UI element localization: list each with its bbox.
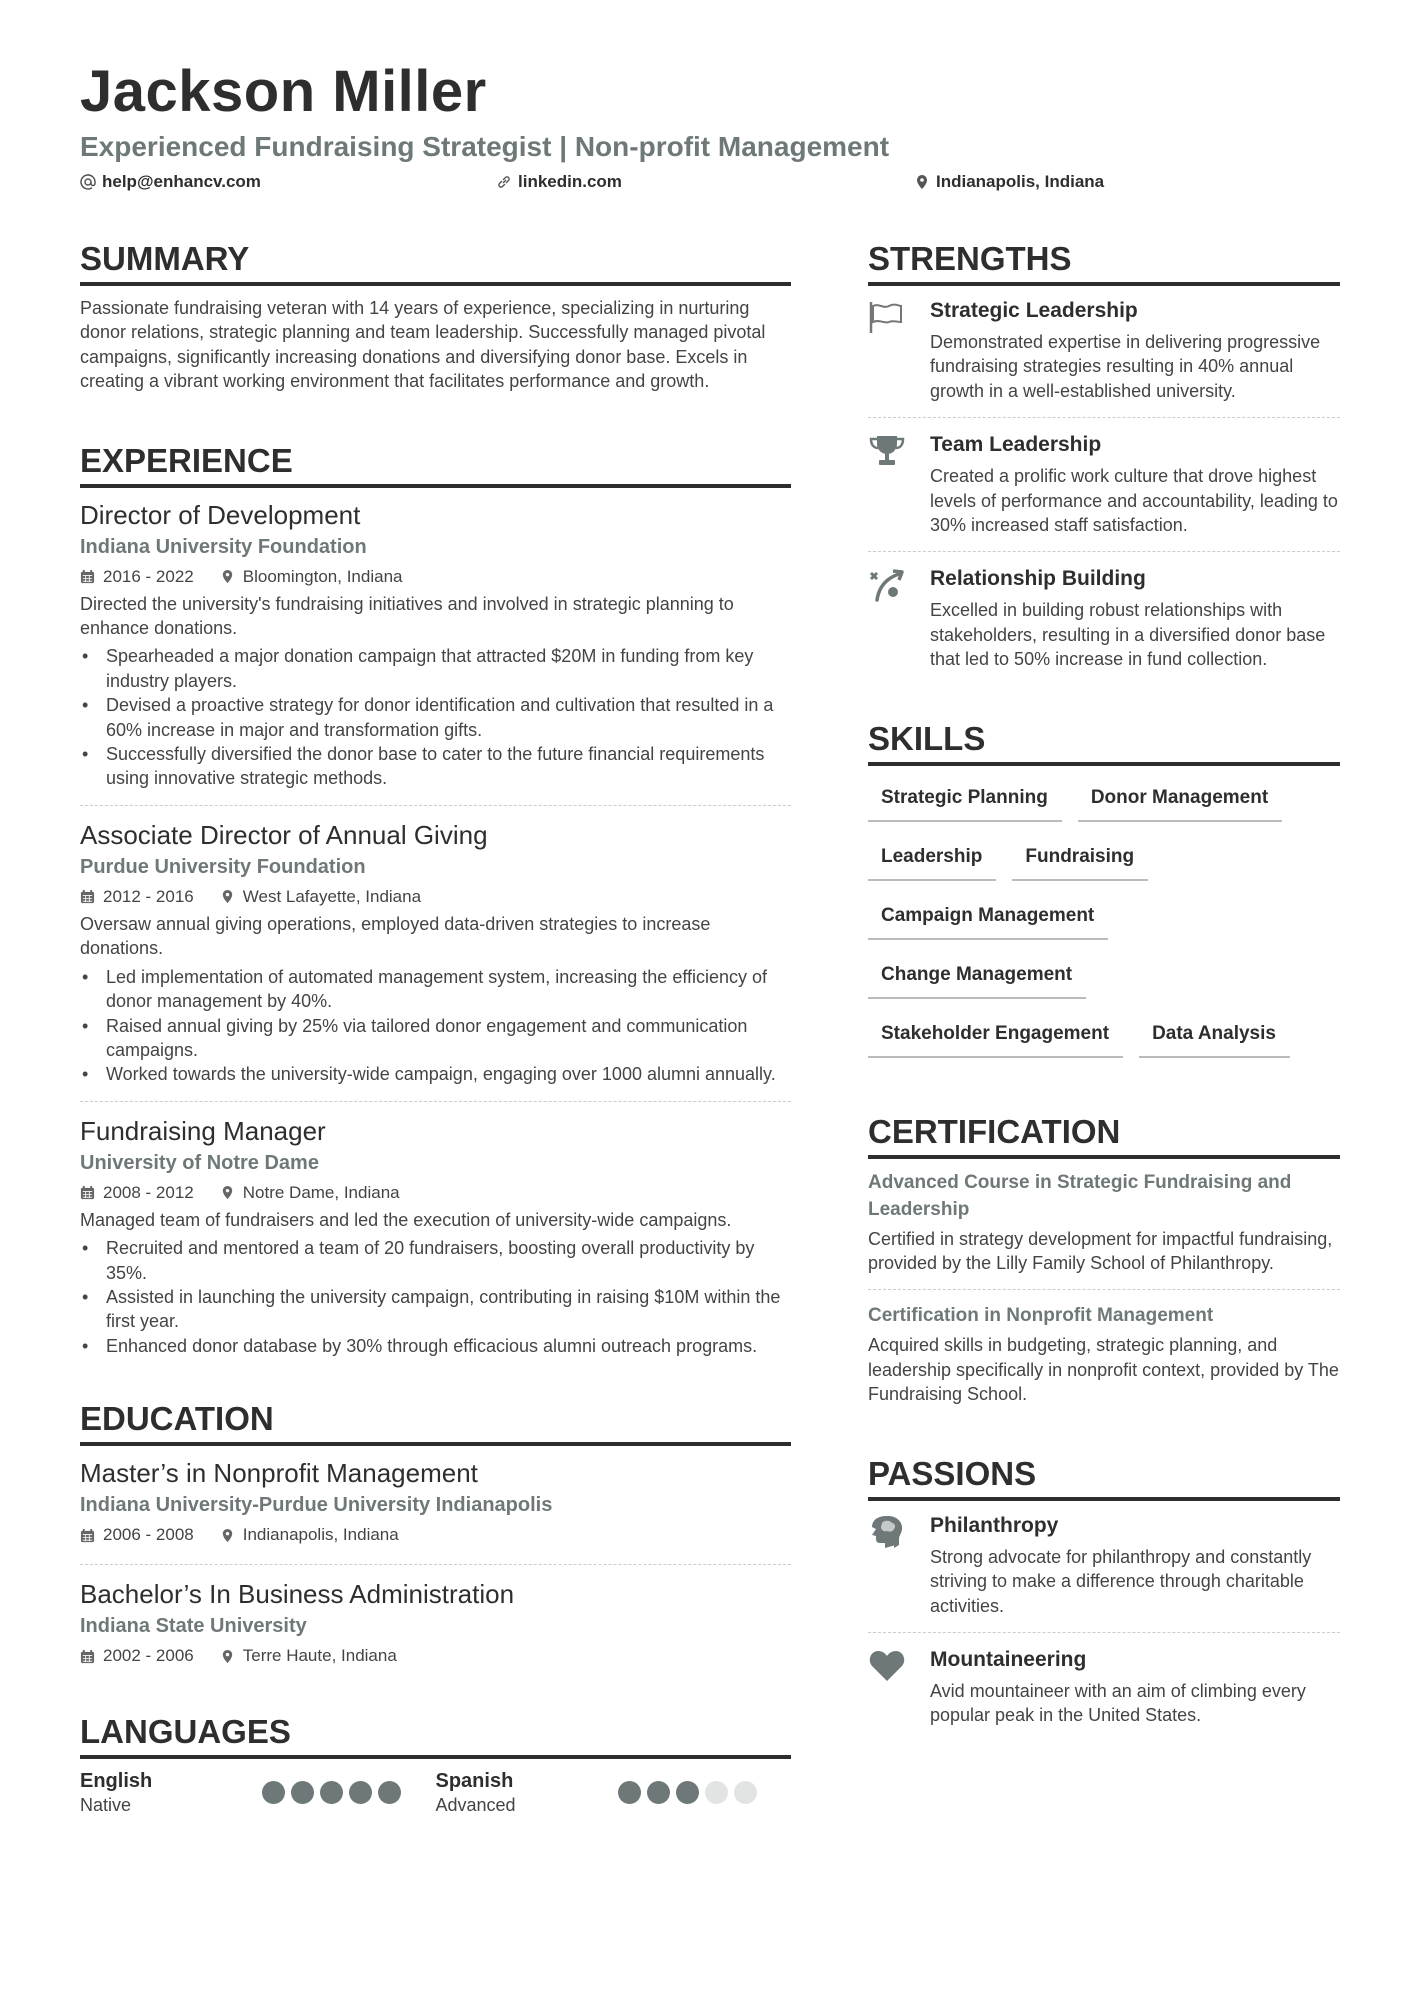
location [220,1520,399,1550]
divider [80,1564,791,1565]
skill-tag: Stakeholder Engagement [868,1012,1123,1058]
languages-section [80,1711,791,1817]
meta-row [80,1178,791,1208]
education-entry [80,1577,791,1671]
school-name: Indiana University-Purdue University Indianapolis [80,1494,553,1517]
skill-tag: Leadership [868,835,996,881]
contact-link[interactable] [496,172,622,192]
item-text [930,1511,1340,1618]
skill-tag: Donor Management [1078,776,1282,822]
bullet-item: • Enhanced donor database by 30% through efficacious alumni outreach programs. [80,1334,791,1358]
section-title: EDUCATION [80,1398,791,1446]
job-entry [80,818,791,1102]
proficiency-dot [734,1781,757,1804]
item-text [930,296,1340,403]
summary-text: Passionate fundraising veteran with 14 years of experience, specializing in nurturing donor relations, strategic planning and team leadership. Successfully managed pivotal campaigns, significantly increasing donations and diversifying donor base. Excels in creating a vibrant working environment that facilitates performance and growth. [80,298,766,392]
item-title: Strategic Leadership [930,299,1138,322]
proficiency-dot [618,1781,641,1804]
location-text: Indianapolis, Indiana [936,172,1105,191]
section-title: EXPERIENCE [80,440,791,488]
strengths-item [868,564,1340,671]
location-text: Indianapolis, Indiana [242,1525,399,1545]
certification-item [868,1302,1340,1406]
link-text: linkedin.com [518,172,622,191]
heart-icon [868,1645,908,1728]
job-title: Director of Development [80,499,361,530]
item-description: Demonstrated expertise in delivering progressive fundraising strategies resulting in 40% annual growth in a well-established university. [930,332,1321,401]
language-level: Advanced [435,1795,516,1816]
location-text: Bloomington, Indiana [242,566,403,586]
strategy-icon [868,564,908,671]
meta-row [80,1520,791,1550]
at-icon [80,174,96,190]
head-brain-icon [868,1511,908,1618]
item-title: Mountaineering [930,1647,1087,1671]
skill-tag: Fundraising [1012,835,1148,881]
item-description: Avid mountaineer with an aim of climbing every popular peak in the United States. [930,1680,1306,1726]
degree: Master’s in Nonprofit Management [80,1458,478,1489]
certification-description: Certified in strategy development for impactful fundraising, provided by the Lilly Family School of Philanthropy. [868,1228,1333,1274]
location-text: Notre Dame, Indiana [242,1182,400,1202]
section-title: STRENGTHS [868,238,1340,286]
item-description: Strong advocate for philanthropy and constantly striving to make a difference through charitable activities. [930,1546,1312,1616]
item-text [930,430,1340,537]
location-pin-icon [220,569,235,584]
location [220,1641,397,1671]
skill-tag: Data Analysis [1139,1012,1290,1058]
bullet-item: • Raised annual giving by 25% via tailored donor engagement and communication campaigns. [80,1014,791,1063]
strengths-item [868,430,1340,537]
dates-text: 2012 - 2016 [103,886,194,906]
skill-tag: Change Management [868,953,1086,999]
bullet-item: • Worked towards the university-wide campaign, engaging over 1000 alumni annually. [80,1062,791,1086]
link-icon [496,174,512,190]
strengths-item [868,296,1340,403]
summary-section [80,238,791,394]
item-description: Created a prolific work culture that drove highest levels of performance and accountability, leading to 30% increased staff satisfaction. [930,466,1338,536]
proficiency-dot [349,1781,372,1804]
skills-section [868,718,1340,1071]
divider [868,1289,1340,1290]
dates-text: 2016 - 2022 [103,566,194,586]
passions-item [868,1511,1340,1618]
bullet-list [80,1236,791,1358]
bullet-item: • Successfully diversified the donor base to cater to the future financial requirements using innovative strategic methods. [80,742,791,791]
proficiency-dot [676,1781,699,1804]
strengths-section [868,238,1340,672]
bullet-item: • Led implementation of automated management system, increasing the efficiency of donor management by 40%. [80,965,791,1014]
trophy-icon [868,430,908,537]
proficiency-dot [378,1781,401,1804]
bullet-item: • Recruited and mentored a team of 20 fundraisers, boosting overall productivity by 35%. [80,1236,791,1285]
calendar-icon [80,1185,95,1200]
dates-text: 2008 - 2012 [103,1182,194,1202]
job-description: Managed team of fundraisers and led the execution of university-wide campaigns. [80,1209,732,1230]
section-title: SKILLS [868,718,1340,766]
right-column [868,238,1340,1774]
calendar-icon [80,569,95,584]
location-text: West Lafayette, Indiana [242,886,422,906]
location [220,882,421,912]
item-title: Relationship Building [930,567,1146,591]
item-text [930,564,1340,671]
proficiency-dot [262,1781,285,1804]
meta-row [80,1641,791,1671]
language-level: Native [80,1795,132,1816]
company-name: University of Notre Dame [80,1151,319,1174]
dates-text: 2006 - 2008 [103,1525,194,1545]
skill-tag: Strategic Planning [868,776,1062,822]
calendar-icon [80,889,95,904]
location-pin-icon [220,1185,235,1200]
item-title: Philanthropy [930,1513,1059,1537]
location [220,1178,400,1208]
certification-item [868,1169,1340,1276]
job-title: Associate Director of Annual Giving [80,819,488,850]
item-title: Team Leadership [930,433,1102,457]
job-description: Oversaw annual giving operations, employed data-driven strategies to increase donations. [80,913,711,959]
location [220,562,403,592]
company-name: Purdue University Foundation [80,855,366,878]
contact-email[interactable] [80,172,261,192]
bullet-list [80,965,791,1087]
meta-row [80,562,791,592]
language-text [436,1769,618,1817]
meta-row [80,882,791,912]
language-item [436,1769,792,1817]
passions-section [868,1453,1340,1728]
certification-title: Certification in Nonprofit Management [868,1305,1214,1327]
left-column [80,238,791,1863]
certification-description: Acquired skills in budgeting, strategic planning, and leadership specifically in nonprofit context, provided by The Fundraising School. [868,1335,1339,1405]
section-title: LANGUAGES [80,1711,791,1759]
divider [868,1632,1340,1633]
location-text: Terre Haute, Indiana [242,1646,397,1666]
bullet-item: • Spearheaded a major donation campaign that attracted $20M in funding from key industry players. [80,644,791,693]
dates-text: 2002 - 2006 [103,1646,194,1666]
job-entry [80,498,791,806]
school-name: Indiana State University [80,1615,307,1638]
language-name: English [80,1770,153,1793]
proficiency-dot [705,1781,728,1804]
dates [80,1178,194,1208]
passions-item [868,1645,1340,1728]
contact-location [914,172,1104,192]
flag-icon [868,296,908,403]
dates [80,1520,194,1550]
company-name: Indiana University Foundation [80,535,367,558]
calendar-icon [80,1528,95,1543]
bullet-item: • Devised a proactive strategy for donor identification and cultivation that resulted in a 60% increase in major and transformation gifts. [80,693,791,742]
item-description: Excelled in building robust relationships with stakeholders, resulting in a diversified donor base that led to 50% increase in fund collection. [930,600,1326,670]
bullet-list [80,644,791,790]
divider [80,805,791,806]
email-text: help@enhancv.com [102,172,261,191]
location-pin-icon [220,1649,235,1664]
section-title: CERTIFICATION [868,1111,1340,1159]
experience-section [80,440,791,1359]
divider [868,417,1340,418]
divider [868,551,1340,552]
job-description: Directed the university's fundraising initiatives and involved in strategic planning to enhance donations. [80,593,734,639]
location-pin-icon [220,889,235,904]
proficiency-dots [262,1781,401,1804]
candidate-title: Experienced Fundraising Strategist | Non-profit Management [80,131,890,162]
section-title: PASSIONS [868,1453,1340,1501]
education-section [80,1398,791,1671]
location-pin-icon [914,174,930,190]
location-pin-icon [220,1528,235,1543]
calendar-icon [80,1649,95,1664]
proficiency-dots [618,1781,757,1804]
item-text [930,1645,1340,1728]
dates [80,562,194,592]
language-text [80,1769,262,1817]
job-entry [80,1114,791,1358]
dates [80,882,194,912]
proficiency-dot [291,1781,314,1804]
proficiency-dot [647,1781,670,1804]
certification-title: Advanced Course in Strategic Fundraising and Leadership [868,1171,1292,1220]
language-item [80,1769,436,1817]
divider [80,1101,791,1102]
candidate-name: Jackson Miller [80,59,487,124]
bullet-item: • Assisted in launching the university campaign, contributing in raising $10M within the first year. [80,1285,791,1334]
section-title: SUMMARY [80,238,791,286]
job-title: Fundraising Manager [80,1115,326,1146]
language-name: Spanish [435,1770,514,1793]
education-entry [80,1456,791,1565]
skill-tag: Campaign Management [868,894,1108,940]
proficiency-dot [320,1781,343,1804]
certification-section [868,1111,1340,1407]
dates [80,1641,194,1671]
degree: Bachelor’s In Business Administration [80,1579,515,1610]
